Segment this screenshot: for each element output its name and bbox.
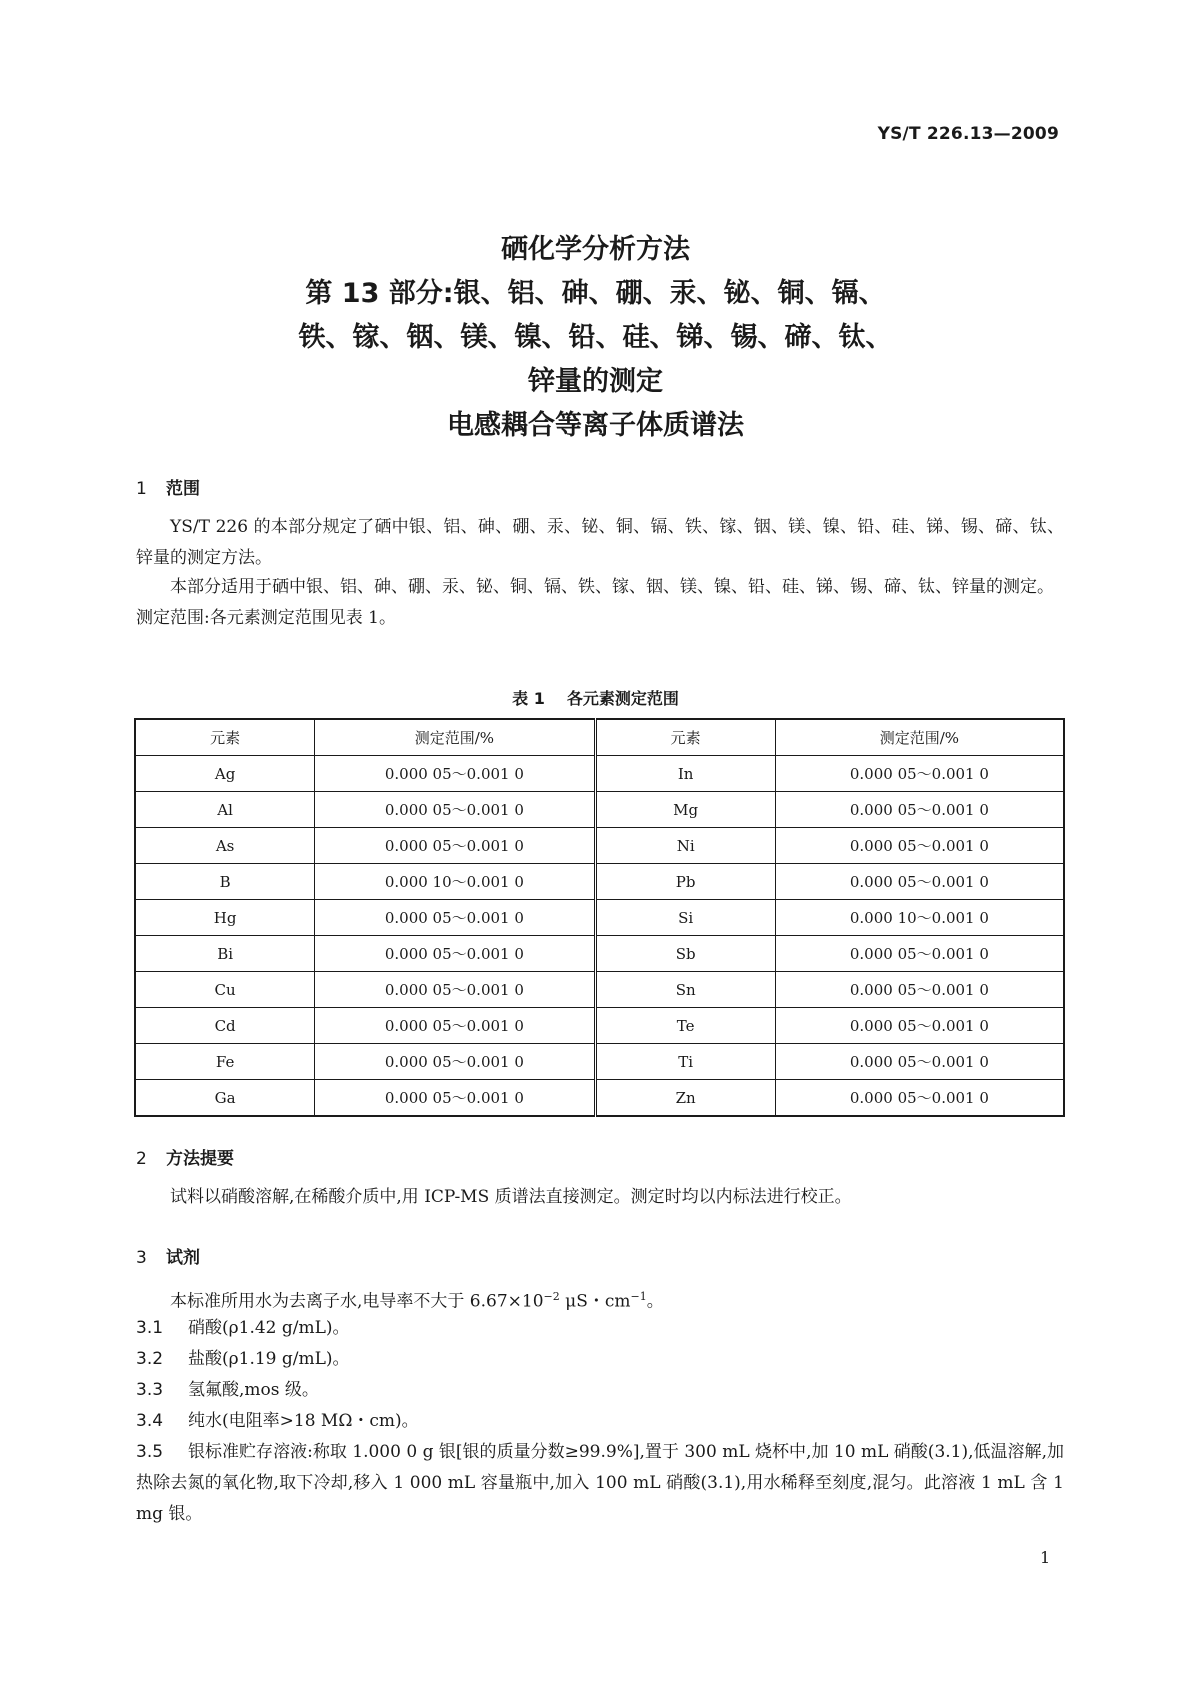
exponent: −1 [630, 1290, 647, 1303]
range-cell: 0.000 05～0.001 0 [775, 972, 1064, 1008]
range-cell: 0.000 05～0.001 0 [315, 936, 595, 972]
section-3-intro-end: 。 [646, 1291, 664, 1312]
range-cell: 0.000 10～0.001 0 [315, 864, 595, 900]
section-1-heading [136, 474, 200, 499]
element-cell: Sb [595, 936, 775, 972]
range-cell: 0.000 05～0.001 0 [775, 1044, 1064, 1080]
range-cell: 0.000 05～0.001 0 [315, 828, 595, 864]
section-1-title: 范围 [166, 479, 200, 499]
section-3-heading [136, 1243, 200, 1268]
section-3-intro-text: 本标准所用水为去离子水,电导率不大于 6.67×10 [170, 1291, 544, 1312]
range-cell: 0.000 05～0.001 0 [775, 792, 1064, 828]
reagent-text: 氢氟酸,mos 级。 [188, 1380, 319, 1400]
range-cell: 0.000 05～0.001 0 [775, 1080, 1064, 1117]
section-2-paragraph-1: 试料以硝酸溶解,在稀酸介质中,用 ICP-MS 质谱法直接测定。测定时均以内标法进行校正。 [170, 1187, 852, 1207]
section-3-intro-unit: μS・cm [559, 1291, 631, 1312]
title-line-3: 铁、镓、铟、镁、镍、铅、硅、锑、锡、碲、钛、 [298, 322, 893, 353]
element-cell: Ni [595, 828, 775, 864]
table-row [135, 1080, 1064, 1117]
range-cell: 0.000 05～0.001 0 [775, 864, 1064, 900]
table-row [135, 936, 1064, 972]
element-cell: Hg [135, 900, 315, 936]
section-1-number: 1 [136, 479, 147, 499]
range-cell: 0.000 05～0.001 0 [775, 1008, 1064, 1044]
element-cell: Ag [135, 756, 315, 792]
element-cell: Cu [135, 972, 315, 1008]
reagent-number: 3.1 [136, 1318, 164, 1338]
section-2-heading [136, 1144, 234, 1169]
reagent-text: 银标准贮存溶液:称取 1.000 0 g 银[银的质量分数≥99.9%],置于 300 mL 烧杯中,加 10 mL 硝酸(3.1),低温溶解,加热除去氮的氧化物,取下冷却,移入 1 000 mL 容量瓶中,加入 100 mL 硝酸(3.1),用水稀释至刻度,混匀。此溶液 1 mL 含 1 mg 银。 [136, 1442, 1064, 1524]
range-cell: 0.000 05～0.001 0 [315, 972, 595, 1008]
range-cell: 0.000 05～0.001 0 [775, 756, 1064, 792]
page-number: 1 [1040, 1548, 1051, 1567]
section-1-paragraph-1: YS/T 226 的本部分规定了硒中银、铝、砷、硼、汞、铋、铜、镉、铁、镓、铟、镁、镍、铅、硅、锑、锡、碲、钛、锌量的测定方法。 [136, 517, 1064, 568]
element-cell: Cd [135, 1008, 315, 1044]
title-line-5: 电感耦合等离子体质谱法 [447, 410, 744, 441]
section-3-number: 3 [136, 1248, 147, 1268]
reagent-text: 纯水(电阻率>18 MΩ・cm)。 [188, 1411, 419, 1431]
table-1-caption-title: 各元素测定范围 [566, 689, 679, 708]
element-range-table [134, 718, 1065, 1117]
table-header-element: 元素 [135, 719, 315, 756]
table-1-caption-label: 表 1 [512, 689, 545, 708]
reagent-text: 盐酸(ρ1.19 g/mL)。 [188, 1349, 350, 1369]
element-cell: As [135, 828, 315, 864]
section-2-number: 2 [136, 1149, 147, 1169]
title-line-2: 第 13 部分:银、铝、砷、硼、汞、铋、铜、镉、 [305, 278, 886, 309]
table-header-range: 测定范围/% [775, 719, 1064, 756]
table-row [135, 864, 1064, 900]
reagent-number: 3.4 [136, 1411, 164, 1431]
element-cell: Zn [595, 1080, 775, 1117]
table-row [135, 1044, 1064, 1080]
reagent-item [136, 1344, 1064, 1375]
range-cell: 0.000 05～0.001 0 [315, 792, 595, 828]
element-cell: Sn [595, 972, 775, 1008]
table-row [135, 828, 1064, 864]
element-cell: Te [595, 1008, 775, 1044]
element-cell: B [135, 864, 315, 900]
element-cell: Fe [135, 1044, 315, 1080]
reagent-item [136, 1406, 1064, 1437]
title-line-4: 锌量的测定 [528, 366, 663, 397]
range-cell: 0.000 10～0.001 0 [775, 900, 1064, 936]
element-cell: In [595, 756, 775, 792]
reagent-number: 3.5 [136, 1442, 164, 1462]
range-cell: 0.000 05～0.001 0 [775, 936, 1064, 972]
table-row [135, 972, 1064, 1008]
table-1-caption [0, 686, 1191, 709]
element-cell: Si [595, 900, 775, 936]
reagent-item [136, 1313, 1064, 1344]
range-cell: 0.000 05～0.001 0 [315, 900, 595, 936]
reagent-number: 3.3 [136, 1380, 164, 1400]
section-1-paragraph-3: 测定范围:各元素测定范围见表 1。 [136, 608, 396, 628]
section-2-title: 方法提要 [166, 1149, 234, 1169]
section-3-title: 试剂 [166, 1248, 200, 1268]
table-row [135, 792, 1064, 828]
range-cell: 0.000 05～0.001 0 [315, 1044, 595, 1080]
range-cell: 0.000 05～0.001 0 [315, 1008, 595, 1044]
element-cell: Pb [595, 864, 775, 900]
table-header-range: 测定范围/% [315, 719, 595, 756]
section-1-paragraph-2: 本部分适用于硒中银、铝、砷、硼、汞、铋、铜、镉、铁、镓、铟、镁、镍、铅、硅、锑、锡、碲、钛、锌量的测定。 [170, 577, 1054, 597]
table-row [135, 756, 1064, 792]
element-cell: Mg [595, 792, 775, 828]
table-header-element: 元素 [595, 719, 775, 756]
reagent-item [136, 1375, 1064, 1406]
element-cell: Bi [135, 936, 315, 972]
range-cell: 0.000 05～0.001 0 [315, 756, 595, 792]
title-line-1: 硒化学分析方法 [501, 234, 690, 265]
element-cell: Al [135, 792, 315, 828]
element-cell: Ga [135, 1080, 315, 1117]
element-cell: Ti [595, 1044, 775, 1080]
exponent: −2 [543, 1290, 560, 1303]
reagent-item [136, 1437, 1064, 1530]
table-row [135, 900, 1064, 936]
reagent-number: 3.2 [136, 1349, 164, 1369]
table-row [135, 1008, 1064, 1044]
standard-code: YS/T 226.13—2009 [877, 124, 1059, 144]
table-header-row [135, 719, 1064, 756]
reagent-text: 硝酸(ρ1.42 g/mL)。 [188, 1318, 350, 1338]
range-cell: 0.000 05～0.001 0 [775, 828, 1064, 864]
document-title [0, 228, 1191, 448]
range-cell: 0.000 05～0.001 0 [315, 1080, 595, 1117]
